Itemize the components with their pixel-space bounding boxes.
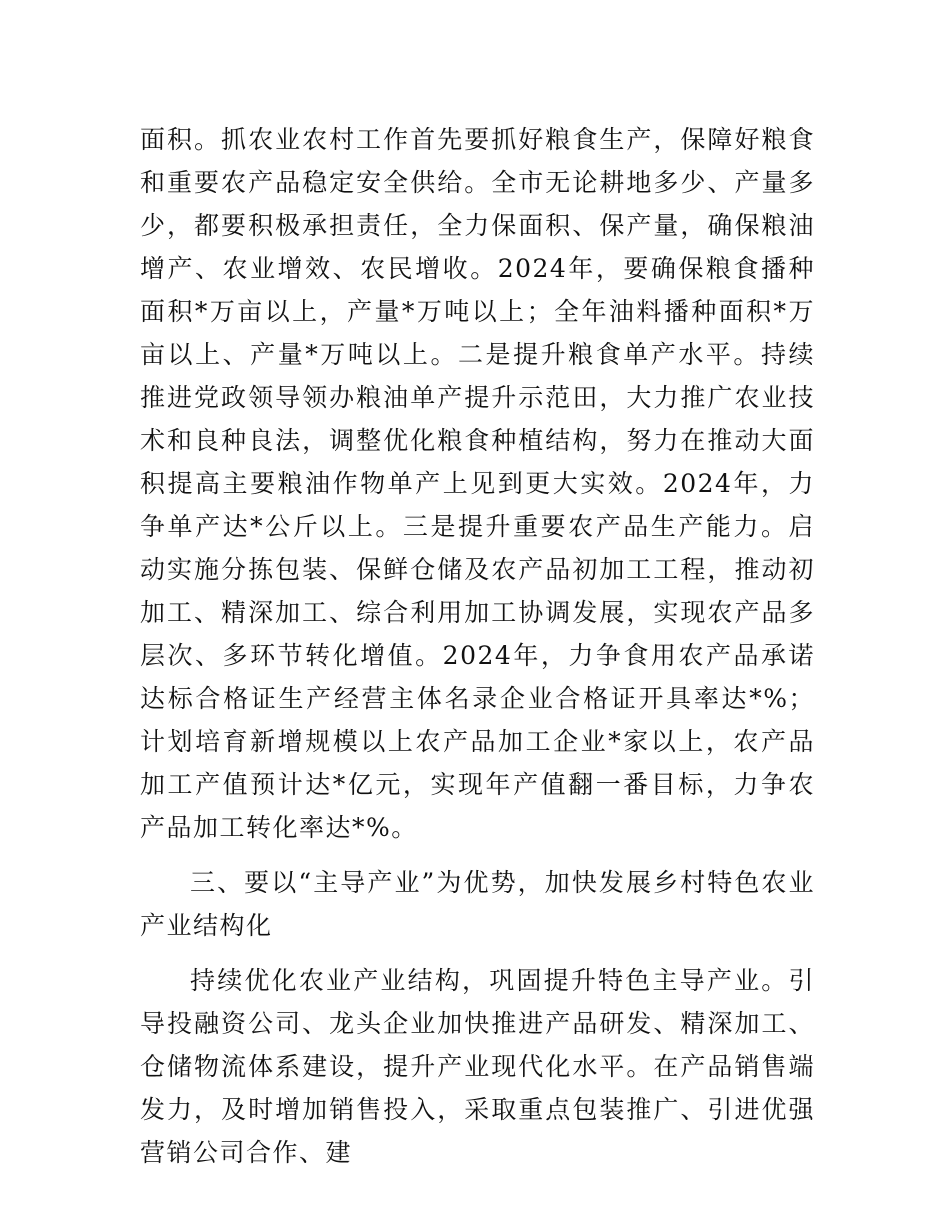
body-paragraph-grain-production: 面积。抓农业农村工作首先要抓好粮食生产，保障好粮食和重要农产品稳定安全供给。全市无论耕地多少、产量多少，都要积极承担责任，全力保面积、保产量，确保粮油增产、农业增效、农民增收。2024年，要确保粮食播种面积*万亩以上，产量*万吨以上；全年油料播种面积*万亩以上、产量*万吨以上。二是提升粮食单产水平。持续推进党政领导领办粮油单产提升示范田，大力推广农业技术和良种良法，调整优化粮食种植结构，努力在推动大面积提高主要粮油作物单产上见到更大实效。2024年，力争单产达*公斤以上。三是提升重要农产品生产能力。启动实施分拣包装、保鲜仓储及农产品初加工工程，推动初加工、精深加工、综合利用加工协调发展，实现农产品多层次、多环节转化增值。2024年，力争食用农产品承诺达标合格证生产经营主体名录企业合格证开具率达*%；计划培育新增规模以上农产品加工企业*家以上，农产品加工产值预计达*亿元，实现年产值翻一番目标，力争农产品加工转化率达*%。 [140,125,816,842]
section-heading-leading-industry: 三、要以“主导产业”为优势，加快发展乡村特色农业产业结构化 [140,868,815,940]
paragraph-spacer [140,947,815,959]
body-paragraph-industry-structure: 持续优化农业产业结构，巩固提升特色主导产业。引导投融资公司、龙头企业加快推进产品研发、精深加工、仓储物流体系建设，提升产业现代化水平。在产品销售端发力，及时增加销售投入，采取重点包装推广、引进优强营销公司合作、建 [140,966,815,1167]
paragraph-spacer [140,849,815,861]
document-body [140,118,815,1174]
